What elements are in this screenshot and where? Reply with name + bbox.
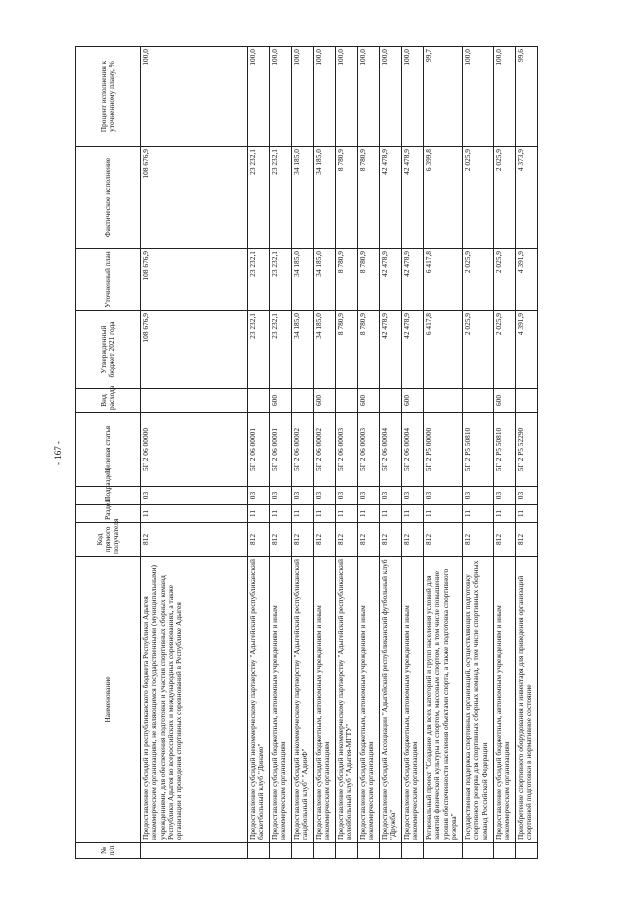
row-code: 812 [336, 523, 358, 557]
row-num [380, 843, 402, 859]
row-podrazdel: 03 [292, 487, 314, 505]
col-header-approved: Утвержденный бюджет 2021 года [76, 311, 141, 389]
row-percent: 100,0 [358, 47, 380, 147]
row-code: 812 [380, 523, 402, 557]
row-podrazdel: 03 [380, 487, 402, 505]
row-razdel: 11 [380, 505, 402, 523]
row-num [292, 843, 314, 859]
row-fact: 34 185,0 [314, 147, 336, 249]
row-percent: 100,0 [402, 47, 424, 147]
row-fact: 108 676,9 [141, 147, 248, 249]
row-target: 5Г 2 06 00002 [314, 413, 336, 487]
row-plan: 8 780,9 [358, 249, 380, 311]
row-num [402, 843, 424, 859]
col-header-vid: Вид расхода [76, 389, 141, 413]
row-plan: 23 232,1 [248, 249, 270, 311]
row-plan: 6 417,8 [424, 249, 463, 311]
row-razdel: 11 [494, 505, 516, 523]
row-fact: 4 373,9 [516, 147, 538, 249]
row-percent: 99,6 [516, 47, 538, 147]
row-podrazdel: 03 [494, 487, 516, 505]
row-podrazdel: 03 [248, 487, 270, 505]
row-plan: 4 391,9 [516, 249, 538, 311]
row-podrazdel: 03 [463, 487, 494, 505]
row-vid [380, 389, 402, 413]
row-num [494, 843, 516, 859]
table-row [141, 47, 248, 859]
row-razdel: 11 [292, 505, 314, 523]
row-podrazdel: 03 [402, 487, 424, 505]
row-percent: 100,0 [336, 47, 358, 147]
row-vid [141, 389, 248, 413]
row-target: 5Г 2 06 00002 [292, 413, 314, 487]
row-fact: 8 780,9 [336, 147, 358, 249]
row-approved: 34 185,0 [314, 311, 336, 389]
row-target: 5Г 2 Р5 52290 [516, 413, 538, 487]
row-fact: 42 478,9 [380, 147, 402, 249]
table-header-row [76, 47, 141, 859]
page-number: - 167 - [53, 441, 63, 465]
row-vid: 600 [494, 389, 516, 413]
row-name: Предоставление субсидий бюджетным, автономным учреждениям и иным некоммерческим организациям [402, 557, 424, 843]
row-podrazdel: 03 [141, 487, 248, 505]
table-row [402, 47, 424, 859]
row-percent: 100,0 [463, 47, 494, 147]
row-percent: 100,0 [270, 47, 292, 147]
row-code: 812 [292, 523, 314, 557]
row-podrazdel: 03 [270, 487, 292, 505]
row-approved: 4 391,9 [516, 311, 538, 389]
col-header-target: Целевая статья [76, 413, 141, 487]
row-target: 5Г 2 Р5 50810 [494, 413, 516, 487]
row-approved: 23 232,1 [248, 311, 270, 389]
row-percent: 100,0 [141, 47, 248, 147]
row-vid: 600 [270, 389, 292, 413]
row-percent: 100,0 [248, 47, 270, 147]
row-approved: 42 478,9 [402, 311, 424, 389]
row-fact: 23 232,1 [248, 147, 270, 249]
table-row [494, 47, 516, 859]
row-name: Предоставление субсидий некоммерческому партнерству "Адыгейский республиканский баскетбольный клуб "Динамо" [248, 557, 270, 843]
row-plan: 42 478,9 [402, 249, 424, 311]
row-name: Предоставление субсидий некоммерческому партнерству "Адыгейский республиканский волейбольный клуб "Адыгея-МГТУ" [336, 557, 358, 843]
row-code: 812 [402, 523, 424, 557]
row-razdel: 11 [248, 505, 270, 523]
row-plan: 34 185,0 [292, 249, 314, 311]
table-row [358, 47, 380, 859]
row-razdel: 11 [516, 505, 538, 523]
row-vid: 600 [314, 389, 336, 413]
row-approved: 2 025,9 [494, 311, 516, 389]
table-row [336, 47, 358, 859]
row-plan: 8 780,9 [336, 249, 358, 311]
row-target: 5Г 2 06 00000 [141, 413, 248, 487]
row-code: 812 [314, 523, 336, 557]
row-target: 5Г 2 06 00003 [336, 413, 358, 487]
row-target: 5Г 2 06 00004 [380, 413, 402, 487]
row-num [358, 843, 380, 859]
row-approved: 2 025,9 [463, 311, 494, 389]
row-razdel: 11 [402, 505, 424, 523]
row-approved: 108 676,9 [141, 311, 248, 389]
row-vid: 600 [402, 389, 424, 413]
row-name: Предоставление субсидий из республиканского бюджета Республики Адыгея некоммерческим организациям, не являющимся государственными (муниципальными) учреждениями, для обеспечения подготовки и участия спортивных сборных команд Республики Адыгея во всероссийских и международных соревнованиях, а также организации и проведения спортивных соревнований в Республике Адыгея [141, 557, 248, 843]
row-name: Государственная поддержка спортивных организаций, осуществляющих подготовку спортивного резерва для спортивных сборных команд, в том числе спортивных сборных команд Российской Федерации [463, 557, 494, 843]
row-code: 812 [424, 523, 463, 557]
row-vid [424, 389, 463, 413]
table-row [463, 47, 494, 859]
row-code: 812 [358, 523, 380, 557]
row-num [270, 843, 292, 859]
row-podrazdel: 03 [314, 487, 336, 505]
row-target: 5Г 2 Р5 50810 [463, 413, 494, 487]
row-code: 812 [463, 523, 494, 557]
row-plan: 108 676,9 [141, 249, 248, 311]
row-razdel: 11 [314, 505, 336, 523]
row-code: 812 [248, 523, 270, 557]
row-num [141, 843, 248, 859]
row-podrazdel: 03 [336, 487, 358, 505]
row-podrazdel: 03 [358, 487, 380, 505]
row-podrazdel: 03 [424, 487, 463, 505]
table-row [292, 47, 314, 859]
row-num [248, 843, 270, 859]
row-plan: 2 025,9 [494, 249, 516, 311]
row-approved: 42 478,9 [380, 311, 402, 389]
row-razdel: 11 [270, 505, 292, 523]
row-percent: 100,0 [292, 47, 314, 147]
row-fact: 42 478,9 [402, 147, 424, 249]
table-row [270, 47, 292, 859]
row-razdel: 11 [336, 505, 358, 523]
row-razdel: 11 [424, 505, 463, 523]
row-name: Предоставление субсидий некоммерческому партнерству "Адыгейский республиканский гандбольный клуб" "АдииФ" [292, 557, 314, 843]
row-name: Предоставление субсидий бюджетным, автономным учреждениям и иным некоммерческим организациям [494, 557, 516, 843]
row-approved: 6 417,8 [424, 311, 463, 389]
row-plan: 2 025,9 [463, 249, 494, 311]
row-vid [336, 389, 358, 413]
row-vid: 600 [358, 389, 380, 413]
row-name: Предоставление субсидий бюджетным, автономным учреждениям и иным некоммерческим организациям [270, 557, 292, 843]
row-name: Предоставление субсидий Ассоциации "Адыгейский республиканский футбольный клуб "Дружба" [380, 557, 402, 843]
row-num [314, 843, 336, 859]
row-num [424, 843, 463, 859]
table-row [380, 47, 402, 859]
row-approved: 8 780,9 [358, 311, 380, 389]
row-plan: 42 478,9 [380, 249, 402, 311]
row-num [463, 843, 494, 859]
row-code: 812 [270, 523, 292, 557]
row-target: 5Г 2 06 00001 [248, 413, 270, 487]
row-vid [248, 389, 270, 413]
col-header-fact: Фактическое исполнение [76, 147, 141, 249]
row-fact: 8 780,9 [358, 147, 380, 249]
row-name: Региональный проект "Создание для всех категорий и групп населения условий для занятий физической культуры и спортом, массовым спортом, в том числе повышение уровня обеспеченности населения объектами спорта, а также подготовка спортивного резерва" [424, 557, 463, 843]
row-target: 5Г 2 06 00004 [402, 413, 424, 487]
col-header-name: Наименование [76, 557, 141, 843]
row-approved: 23 232,1 [270, 311, 292, 389]
row-percent: 100,0 [380, 47, 402, 147]
table-row [248, 47, 270, 859]
row-razdel: 11 [463, 505, 494, 523]
row-fact: 6 399,8 [424, 147, 463, 249]
row-target: 5Г 2 06 00001 [270, 413, 292, 487]
row-razdel: 11 [358, 505, 380, 523]
table-row [314, 47, 336, 859]
col-header-percent: Процент исполнения к уточненному плану, % [76, 47, 141, 147]
row-name: Предоставление субсидий бюджетным, автономным учреждениям и иным некоммерческим организациям [314, 557, 336, 843]
col-header-podrazdel: Подраздел [76, 487, 141, 505]
row-vid [516, 389, 538, 413]
row-code: 812 [516, 523, 538, 557]
col-header-code: Код прямого получателя [76, 523, 141, 557]
table-body [141, 47, 538, 859]
row-name: Предоставление субсидий бюджетным, автономным учреждениям и иным некоммерческим организациям [358, 557, 380, 843]
row-percent: 100,0 [494, 47, 516, 147]
row-approved: 8 780,9 [336, 311, 358, 389]
row-code: 812 [494, 523, 516, 557]
row-num [336, 843, 358, 859]
row-fact: 34 185,0 [292, 147, 314, 249]
row-num [516, 843, 538, 859]
row-fact: 23 232,1 [270, 147, 292, 249]
table-row [424, 47, 463, 859]
budget-table [75, 46, 538, 859]
row-name: Приобретение спортивного оборудования и инвентаря для приведения организаций спортивной подготовки в нормативное состояние [516, 557, 538, 843]
row-percent: 100,0 [314, 47, 336, 147]
rotated-page [53, 47, 581, 859]
row-plan: 34 185,0 [314, 249, 336, 311]
row-fact: 2 025,9 [463, 147, 494, 249]
table-row [516, 47, 538, 859]
row-vid [292, 389, 314, 413]
row-target: 5Г 2 06 00003 [358, 413, 380, 487]
col-header-plan: Уточненный план [76, 249, 141, 311]
col-header-num: № п/п [76, 843, 141, 859]
row-podrazdel: 03 [516, 487, 538, 505]
row-target: 5Г 2 Р5 00000 [424, 413, 463, 487]
row-plan: 23 232,1 [270, 249, 292, 311]
row-fact: 2 025,9 [494, 147, 516, 249]
row-percent: 99,7 [424, 47, 463, 147]
col-header-razdel: Раздел [76, 505, 141, 523]
row-code: 812 [141, 523, 248, 557]
row-razdel: 11 [141, 505, 248, 523]
row-approved: 34 185,0 [292, 311, 314, 389]
row-vid [463, 389, 494, 413]
